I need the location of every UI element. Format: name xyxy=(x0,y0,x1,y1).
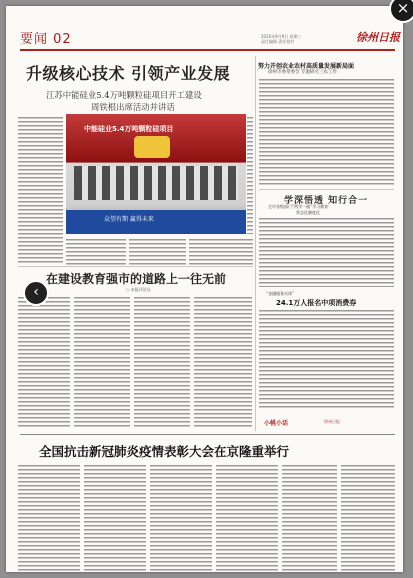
main-subhead-2: 周铁根出席活动并讲话 xyxy=(91,102,175,112)
article-text-column xyxy=(84,464,146,572)
article-text-column xyxy=(129,238,186,265)
second-headline[interactable]: 在建设教育强市的道路上一往无前 xyxy=(46,272,227,286)
right-story-3-headline[interactable]: 24.1万人报名中项消费券 xyxy=(276,299,357,307)
section-label: 要闻 02 xyxy=(20,32,72,47)
article-text-column xyxy=(341,464,395,572)
news-photo[interactable] xyxy=(66,114,246,234)
photo-slogan: 众望有期 赢得未来 xyxy=(104,216,154,223)
article-text-column xyxy=(259,309,394,409)
photo-banner-text: 中能硅业5.4万吨颗粒硅项目 xyxy=(84,125,174,133)
dateline-line-2: 责任编辑 责任校对 xyxy=(261,39,295,44)
right-story-2-subhead: 常态化制度化 xyxy=(296,210,320,215)
article-text-column xyxy=(150,464,212,572)
right-story-subhead: 徐州市委常委会 专题研究三农工作 xyxy=(268,70,337,75)
previous-page-icon[interactable]: ‹ xyxy=(23,280,49,306)
article-text-column xyxy=(282,464,337,572)
article-text-column xyxy=(134,296,190,428)
second-byline: ○ 本报评论员 xyxy=(126,287,151,292)
column-logo-sub: 徐州日报 xyxy=(324,419,340,424)
newspaper-page xyxy=(6,6,403,572)
right-story-3-kicker: “金融服务实体” xyxy=(266,291,295,296)
newspaper-logo: 徐州日报 xyxy=(356,31,400,44)
article-text-column xyxy=(18,116,63,264)
story-divider xyxy=(18,266,253,267)
article-text-column xyxy=(259,78,394,186)
right-story-headline[interactable]: 努力开创农业农村高质量发展新局面 xyxy=(258,63,355,70)
photo-stage xyxy=(66,210,246,234)
article-text-column xyxy=(194,296,252,428)
section-divider xyxy=(20,434,395,435)
article-text-column xyxy=(18,464,80,572)
photo-people xyxy=(74,166,238,200)
article-text-column xyxy=(66,238,126,265)
column-divider xyxy=(255,56,256,431)
article-text-column xyxy=(216,464,278,572)
column-logo: 小桃小话 xyxy=(264,420,289,427)
article-text-column xyxy=(189,238,253,265)
bottom-headline[interactable]: 全国抗击新冠肺炎疫情表彰大会在京隆重举行 xyxy=(39,444,290,459)
photo-backdrop xyxy=(134,136,170,158)
page-header xyxy=(6,6,403,46)
close-icon[interactable]: × xyxy=(389,0,413,23)
header-divider xyxy=(20,49,395,51)
dateline-line-1: 2020年9月9日 星期三 xyxy=(261,34,302,39)
right-story-2-subhead: 全市各级部门“两学一做”学习教育 xyxy=(268,204,329,209)
story-divider xyxy=(259,189,394,190)
main-headline[interactable]: 升级核心技术 引领产业发展 xyxy=(26,64,231,83)
photo-caption xyxy=(247,116,253,234)
dateline xyxy=(261,34,302,44)
main-subhead-1: 江苏中能硅业5.4万吨颗粒硅项目开工建设 xyxy=(46,90,202,100)
article-text-column xyxy=(18,296,70,428)
article-text-column xyxy=(74,296,130,428)
right-story-2-headline[interactable]: 学深悟透 知行合一 xyxy=(284,196,369,206)
article-text-column xyxy=(259,217,394,287)
